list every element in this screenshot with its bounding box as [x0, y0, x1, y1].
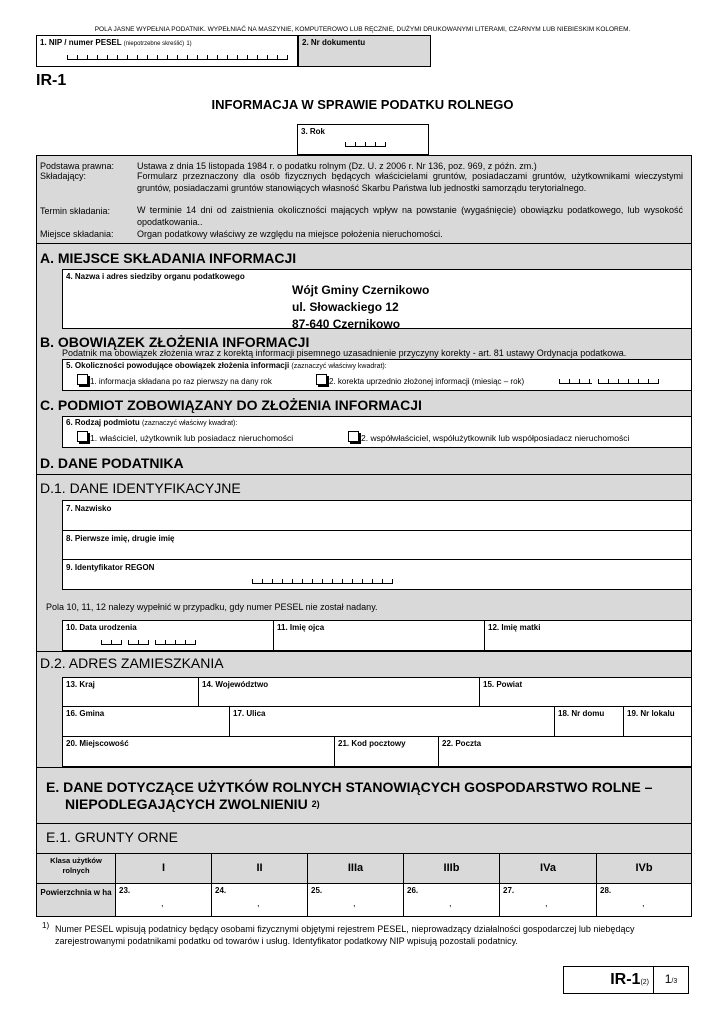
month-comb: [559, 379, 592, 384]
voivodeship-label: 14. Województwo: [202, 680, 269, 689]
surname-field[interactable]: [63, 501, 691, 531]
apartment-number-field[interactable]: [624, 707, 691, 736]
entity-type-field: [62, 416, 692, 448]
decimal-separator: ,: [449, 898, 452, 908]
footer-form-code: IR-1: [610, 971, 641, 988]
entity-option-owner-label: 1. właściciel, użytkownik lub posiadacz nieruchomości: [90, 433, 294, 443]
year-comb: [598, 379, 659, 384]
obligation-label: 5. Okoliczności powodujące obowiązek złożenia informacji: [66, 361, 290, 370]
birth-parents-row: [62, 620, 692, 651]
section-e1-title: E.1. GRUNTY ORNE: [46, 829, 178, 845]
legal-text-basis: Ustawa z dnia 15 listopada 1984 r. o podatku rolnym (Dz. U. z 2006 r. Nr 136, poz. 969, z późn. zm.): [137, 161, 537, 171]
legal-text-place: Organ podatkowy właściwy ze względu na miejsce położenia nieruchomości.: [137, 229, 443, 239]
year-label: 3. Rok: [301, 127, 326, 136]
area-field-25[interactable]: [308, 884, 404, 916]
section-e-title: [46, 779, 652, 813]
surname-label: 7. Nazwisko: [66, 504, 112, 513]
footer-form-version: (2): [640, 979, 649, 986]
area-field-number: 27.: [503, 886, 515, 895]
post-office-label: 22. Poczta: [442, 739, 482, 748]
postal-code-label: 21. Kod pocztowy: [338, 739, 406, 748]
day-comb: [101, 640, 122, 645]
municipality-label: 16. Gmina: [66, 709, 105, 718]
entity-type-label: 6. Rodzaj podmiotu: [66, 418, 140, 427]
house-number-label: 18. Nr domu: [558, 709, 605, 718]
area-field-26[interactable]: [404, 884, 500, 916]
obligation-option-first[interactable]: [77, 374, 272, 386]
checkbox[interactable]: [316, 374, 327, 385]
nip-note: (niepotrzebne skreślić): [123, 41, 185, 47]
section-e-title-line-1: E. DANE DOTYCZĄCE UŻYTKÓW ROLNYCH STANOWIĄCYCH GOSPODARSTWO ROLNE –: [46, 779, 653, 795]
house-number-field[interactable]: [555, 707, 624, 736]
country-label: 13. Kraj: [66, 680, 95, 689]
checkbox[interactable]: [348, 431, 359, 442]
locality-field[interactable]: [63, 737, 335, 766]
legal-label-place: Miejsce składania:: [40, 229, 114, 239]
obligation-option-correction-label: 2. korekta uprzednio złożonej informacji (miesiąc – rok): [329, 377, 525, 386]
year-comb: [155, 640, 196, 645]
legal-label-deadline: Termin składania:: [40, 206, 111, 216]
doc-number-label: 2. Nr dokumentu: [302, 38, 366, 47]
regon-label: 9. Identyfikator REGON: [66, 563, 155, 572]
entity-option-coowner-label: 2. współwłaściciel, współużytkownik lub współposiadacz nieruchomości: [361, 433, 630, 443]
nip-comb: [67, 55, 288, 60]
birth-date-label: 10. Data urodzenia: [66, 623, 137, 632]
county-field[interactable]: [480, 678, 691, 707]
checkbox[interactable]: [77, 374, 88, 385]
footer-box: [563, 966, 689, 994]
class-header: IIIb: [404, 854, 500, 883]
class-header: I: [116, 854, 212, 883]
father-name-label: 11. Imię ojca: [277, 623, 325, 632]
street-field[interactable]: [230, 707, 555, 736]
birth-date-field[interactable]: [63, 621, 274, 650]
area-field-number: 24.: [215, 886, 227, 895]
legal-text-deadline: W terminie 14 dni od zaistnienia okoliczności mających wpływ na powstanie (wygaśnięcie) obowiązku podatkowego, lub wysokość opodatkowania..: [137, 205, 683, 227]
tax-office-line-2: ul. Słowackiego 12: [292, 300, 399, 314]
decimal-separator: ,: [161, 898, 164, 908]
section-b-note: Podatnik ma obowiązek złożenia wraz z korektą informacji pisemnego uzasadnienie przyczyny korekty - art. 81 ustawy Ordynacja podatkowa.: [62, 348, 627, 358]
area-row-label: Powierzchnia w ha: [40, 888, 112, 897]
legal-text-submitter: Formularz przeznaczony dla osób fizycznych będących właścicielami gruntów, posiadaczami gruntów, użytkownikami wieczystymi gruntów, posiadaczami gruntów stanowiących własność Skarbu Państwa lub jednostki samorządu terytorialnego.: [137, 171, 683, 193]
decimal-separator: ,: [545, 898, 548, 908]
obligation-option-first-label: 1. informacja składana po raz pierwszy na dany rok: [90, 377, 272, 386]
obligation-option-correction[interactable]: [316, 374, 524, 386]
post-office-field[interactable]: [439, 737, 691, 766]
legal-label-submitter: Składający:: [40, 171, 87, 181]
country-field[interactable]: [63, 678, 199, 707]
class-header: II: [212, 854, 308, 883]
first-name-field[interactable]: [63, 531, 691, 560]
top-note: POLA JASNE WYPEŁNIA PODATNIK. WYPEŁNIAĆ NA MASZYNIE, KOMPUTEROWO LUB RĘCZNIE, DUŻYMI DRUKOWANYMI LITERAMI, CZARNYM LUB NIEBIESKIM KOLOREM.: [94, 26, 631, 33]
regon-comb: [252, 579, 393, 584]
footnote-text: Numer PESEL wpisują podatnicy będący osobami fizycznymi objętymi rejestrem PESEL, nieprowadzący działalności gospodarczej lub niebędący zarejestrowanymi podatnikami podatku od towarów i usług. Identyfikator podatkowy NIP wpisują pozostali podatnicy.: [55, 924, 635, 946]
voivodeship-field[interactable]: [199, 678, 480, 707]
doc-number-field: [298, 35, 431, 67]
section-b-title: B. OBOWIĄZEK ZŁOŻENIA INFORMACJI: [40, 334, 310, 350]
area-field-number: 23.: [119, 886, 131, 895]
tax-office-field[interactable]: [62, 269, 692, 329]
class-row-label: Klasa użytków rolnych: [37, 854, 115, 884]
area-field-27[interactable]: [500, 884, 597, 916]
year-comb: [345, 142, 386, 147]
pesel-note: Pola 10, 11, 12 nalezy wypełnić w przypadku, gdy numer PESEL nie został nadany.: [46, 602, 378, 612]
area-field-24[interactable]: [212, 884, 308, 916]
decimal-separator: ,: [353, 898, 356, 908]
area-field-number: 25.: [311, 886, 323, 895]
area-field-number: 26.: [407, 886, 419, 895]
tax-office-label: 4. Nazwa i adres siedziby organu podatkowego: [66, 272, 245, 281]
address-block: [62, 677, 692, 767]
mother-name-label: 12. Imię matki: [488, 623, 541, 632]
locality-label: 20. Miejscowość: [66, 739, 129, 748]
entity-option-coowner[interactable]: [348, 431, 629, 443]
tax-office-line-3: 87-640 Czernikowo: [292, 317, 401, 331]
month-comb: [128, 640, 149, 645]
decimal-separator: ,: [642, 898, 645, 908]
class-header: IIIa: [308, 854, 404, 883]
arable-land-table: [36, 853, 692, 917]
street-label: 17. Ulica: [233, 709, 266, 718]
section-d1-title: D.1. DANE IDENTYFIKACYJNE: [40, 480, 241, 496]
first-name-label: 8. Pierwsze imię, drugie imię: [66, 534, 175, 543]
area-field-28[interactable]: [597, 884, 691, 916]
father-name-field[interactable]: [274, 621, 485, 650]
footnote-mark: 1): [42, 921, 50, 930]
area-field-23[interactable]: [116, 884, 212, 916]
regon-field[interactable]: [63, 560, 691, 589]
postal-code-field[interactable]: [335, 737, 439, 766]
form-code: IR-1: [36, 72, 67, 89]
section-a-title: A. MIEJSCE SKŁADANIA INFORMACJI: [40, 250, 297, 266]
section-c-title: C. PODMIOT ZOBOWIĄZANY DO ZŁOŻENIA INFORMACJI: [40, 397, 422, 413]
legal-label-basis: Podstawa prawna:: [40, 161, 115, 171]
county-label: 15. Powiat: [483, 680, 523, 689]
apartment-number-label: 19. Nr lokalu: [627, 709, 675, 718]
page-total: /3: [671, 978, 678, 985]
section-e-title-line-2: NIEPODLEGAJĄCYCH ZWOLNIENIU: [65, 796, 308, 812]
municipality-field[interactable]: [63, 707, 230, 736]
section-d-title: D. DANE PODATNIKA: [40, 455, 184, 471]
nip-field[interactable]: [36, 35, 298, 67]
page-number: 1: [664, 972, 672, 986]
year-field[interactable]: [297, 124, 429, 155]
entity-option-owner[interactable]: [77, 431, 293, 443]
entity-type-hint: (zaznaczyć właściwy kwadrat):: [142, 420, 238, 427]
page-title: INFORMACJA W SPRAWIE PODATKU ROLNEGO: [211, 97, 514, 112]
area-field-number: 28.: [600, 886, 612, 895]
mother-name-field[interactable]: [485, 621, 691, 650]
nip-label: 1. NIP / numer PESEL: [40, 38, 122, 47]
nip-footnote: 1): [186, 41, 192, 47]
checkbox[interactable]: [77, 431, 88, 442]
obligation-hint: (zaznaczyć właściwy kwadrat):: [291, 363, 387, 370]
tax-office-line-1: Wójt Gminy Czernikowo: [292, 283, 430, 297]
section-d2-title: D.2. ADRES ZAMIESZKANIA: [40, 655, 224, 671]
class-header: IVb: [635, 862, 653, 874]
decimal-separator: ,: [257, 898, 260, 908]
obligation-field: [62, 359, 692, 391]
identification-block: [62, 500, 692, 590]
section-e-footnote: 2): [311, 799, 320, 809]
class-header: IVa: [500, 854, 597, 883]
